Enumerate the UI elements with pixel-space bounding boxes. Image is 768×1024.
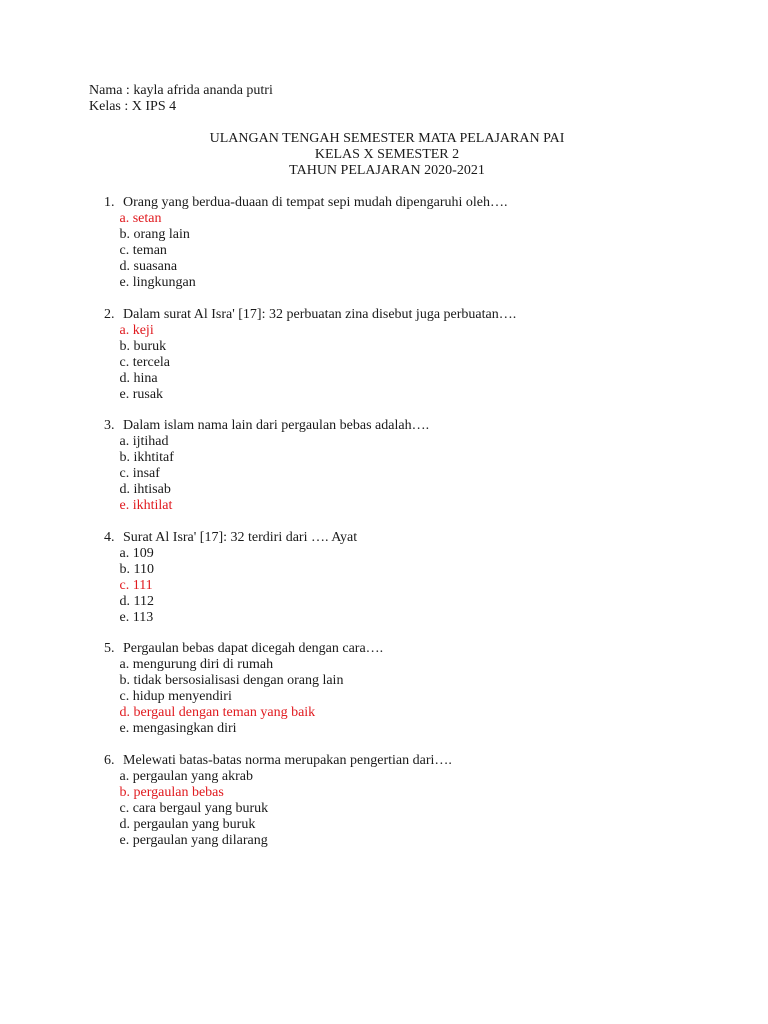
option: e. mengasingkan diri (119, 721, 237, 736)
student-info (89, 83, 273, 115)
answer-option: b. pergaulan bebas (119, 784, 224, 800)
option: e. pergaulan yang dilarang (119, 832, 268, 848)
question-item (104, 753, 704, 865)
question-text: Orang yang berdua-duaan di tempat sepi mudah dipengaruhi oleh…. (123, 195, 508, 210)
option: a. ijtihad (119, 434, 169, 449)
answer-option: a. setan (119, 211, 162, 226)
question-number: 6. (104, 752, 115, 768)
answer-option: d. bergaul dengan teman yang baik (119, 705, 316, 720)
option: a. 109 (119, 545, 154, 561)
option: a. pergaulan yang akrab (119, 768, 253, 784)
option: b. buruk (119, 338, 167, 354)
option: d. pergaulan yang buruk (119, 816, 256, 832)
question-list (104, 195, 704, 864)
answer-option: c. 111 (119, 577, 153, 593)
question-text: Dalam islam nama lain dari pergaulan bebas adalah…. (123, 418, 430, 433)
question-line (104, 195, 704, 211)
answer-option: e. ikhtilat (119, 498, 173, 513)
option: e. 113 (119, 609, 154, 625)
option: d. hina (119, 370, 158, 386)
option: d. ihtisab (119, 482, 171, 497)
question-text: Surat Al Isra' [17]: 32 terdiri dari …. Ayat (123, 529, 358, 545)
option: b. orang lain (119, 227, 190, 242)
question-line (104, 753, 704, 769)
option: c. insaf (119, 466, 160, 481)
question-text: Melewati batas-batas norma merupakan pengertian dari…. (123, 752, 452, 768)
option: d. suasana (119, 259, 178, 274)
option: b. tidak bersosialisasi dengan orang lain (119, 673, 344, 688)
option: e. rusak (119, 386, 164, 402)
option-list (104, 546, 704, 626)
option-list (104, 769, 704, 849)
question-item (104, 641, 704, 753)
option-list (104, 657, 704, 737)
option-list (104, 211, 704, 291)
student-name: Nama : kayla afrida ananda putri (89, 83, 273, 98)
option: b. 110 (119, 561, 154, 577)
question-number: 2. (104, 306, 115, 322)
option: c. teman (119, 243, 167, 258)
option: e. lingkungan (119, 275, 196, 290)
option: c. cara bergaul yang buruk (119, 800, 269, 816)
question-text: Dalam surat Al Isra' [17]: 32 perbuatan zina disebut juga perbuatan…. (123, 306, 517, 322)
exam-year: TAHUN PELAJARAN 2020-2021 (289, 163, 485, 178)
answer-option: a. keji (119, 322, 154, 338)
option-list (104, 323, 704, 403)
question-line (104, 307, 704, 323)
student-class: Kelas : X IPS 4 (89, 99, 177, 114)
question-line (104, 641, 704, 657)
question-line (104, 418, 704, 434)
exam-class-semester: KELAS X SEMESTER 2 (314, 147, 460, 162)
option: b. ikhtitaf (119, 450, 174, 465)
question-item (104, 307, 704, 419)
question-number: 3. (104, 418, 115, 433)
question-number: 1. (104, 195, 115, 210)
option: d. 112 (119, 593, 154, 609)
question-item (104, 195, 704, 307)
question-number: 5. (104, 641, 115, 656)
question-text: Pergaulan bebas dapat dicegah dengan cara…. (123, 641, 384, 656)
option-list (104, 434, 704, 514)
option: a. mengurung diri di rumah (119, 657, 274, 672)
question-line (104, 530, 704, 546)
exam-header (0, 131, 768, 179)
question-item (104, 418, 704, 530)
exam-title: ULANGAN TENGAH SEMESTER MATA PELAJARAN PAI (209, 131, 565, 146)
question-number: 4. (104, 529, 115, 545)
question-item (104, 530, 704, 642)
option: c. hidup menyendiri (119, 689, 232, 704)
option: c. tercela (119, 354, 171, 370)
